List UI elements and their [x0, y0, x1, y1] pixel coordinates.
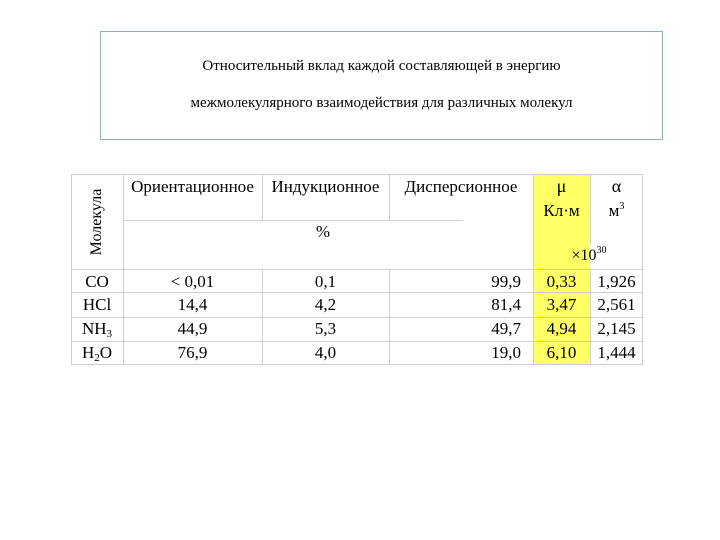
- cell-orientation: 76,9: [177, 343, 208, 362]
- cell-molecule: $H_2O$: [81, 343, 113, 364]
- data-table: [71, 174, 643, 365]
- multiplier-label: $\times 10^{30}$: [571, 245, 607, 264]
- cell-orientation: 44,9: [177, 319, 208, 338]
- cell-molecule: HCl: [82, 295, 112, 314]
- cell-induction: 4,2: [314, 295, 337, 314]
- cell-polarizability: 2,145: [597, 319, 636, 338]
- cell-polarizability: 1,926: [597, 272, 636, 291]
- cell-induction: 0,1: [314, 272, 337, 291]
- cell-dipole-moment: 0,33: [546, 272, 577, 291]
- cell-polarizability: 2,561: [597, 295, 636, 314]
- header-induction: Индукционное: [271, 177, 380, 196]
- grid-line: [71, 292, 643, 293]
- cell-dipole-moment: 6,10: [546, 343, 577, 362]
- cell-induction: 4,0: [314, 343, 337, 362]
- header-orientation: Ориентационное: [131, 177, 254, 196]
- title-line-2: межмолекулярного взаимодействия для различных молекул: [190, 95, 573, 111]
- cell-orientation: < 0,01: [170, 272, 215, 291]
- title-line-1: Относительный вклад каждой составляющей в энергию: [202, 58, 561, 74]
- title-box: [100, 31, 663, 140]
- cell-orientation: 14,4: [177, 295, 208, 314]
- header-percent: %: [315, 222, 331, 241]
- cell-induction: 5,3: [314, 319, 337, 338]
- grid-line: [123, 220, 463, 221]
- header-dispersion: Дисперсионное: [404, 177, 518, 196]
- mu-symbol: μ: [556, 176, 567, 196]
- row-header-molecule: Молекула: [88, 188, 105, 256]
- grid-line: [71, 269, 643, 270]
- cell-dispersion: 99,9: [491, 272, 521, 291]
- cell-dispersion: 49,7: [491, 319, 521, 338]
- grid-line: [71, 317, 643, 318]
- cell-dipole-moment: 4,94: [546, 319, 577, 338]
- cell-dispersion: 19,0: [491, 343, 521, 362]
- grid-line: [71, 341, 643, 342]
- cell-dispersion: 81,4: [491, 295, 521, 314]
- cell-molecule: $NH_3$: [81, 319, 113, 340]
- mu-unit: Кл·м: [543, 201, 580, 220]
- cell-dipole-moment: 3,47: [546, 295, 577, 314]
- alpha-unit: $м^3$: [608, 201, 625, 220]
- cell-molecule: CO: [85, 272, 109, 291]
- alpha-symbol: α: [611, 176, 622, 196]
- cell-polarizability: 1,444: [597, 343, 636, 362]
